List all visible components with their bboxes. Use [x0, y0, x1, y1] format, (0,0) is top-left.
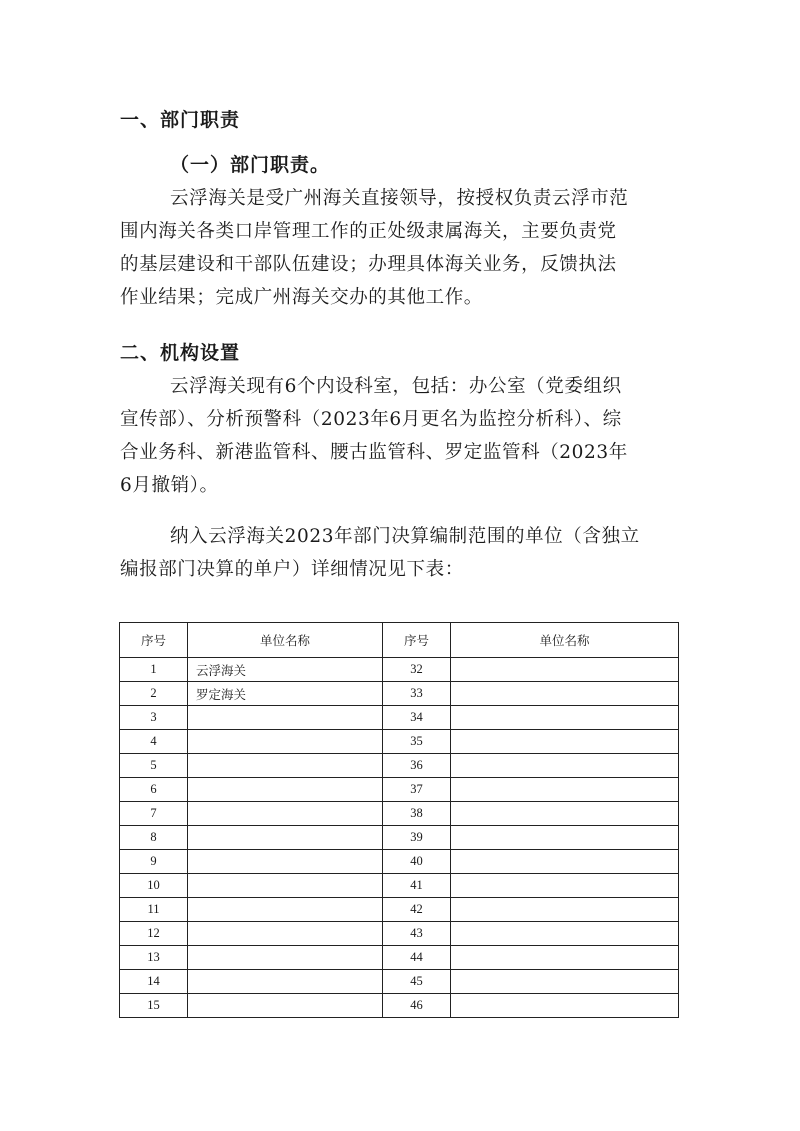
paragraph-line: 纳入云浮海关2023年部门决算编制范围的单位（含独立	[170, 526, 640, 547]
paragraph-line: 宣传部）、分析预警科（2023年6月更名为监控分析科）、综	[120, 409, 622, 430]
unit-name-cell	[451, 682, 679, 706]
table-row	[120, 730, 679, 754]
seq-cell: 3	[120, 706, 188, 730]
seq-cell: 41	[383, 874, 451, 898]
unit-name-cell: 云浮海关	[188, 658, 383, 682]
seq-cell: 32	[383, 658, 451, 682]
unit-name-cell	[188, 946, 383, 970]
table-header-row	[120, 623, 679, 658]
table-row	[120, 970, 679, 994]
seq-cell: 14	[120, 970, 188, 994]
seq-cell: 13	[120, 946, 188, 970]
seq-cell: 10	[120, 874, 188, 898]
table-row	[120, 850, 679, 874]
section-heading-duties: 一、部门职责	[120, 109, 241, 131]
seq-cell: 7	[120, 802, 188, 826]
paragraph-line: 云浮海关现有6个内设科室，包括：办公室（党委组织	[170, 376, 622, 397]
unit-name-cell	[451, 898, 679, 922]
table-row	[120, 826, 679, 850]
seq-cell: 12	[120, 922, 188, 946]
table-row	[120, 994, 679, 1018]
unit-name-cell	[188, 778, 383, 802]
paragraph-line: 云浮海关是受广州海关直接领导，按授权负责云浮市范	[170, 188, 629, 209]
seq-cell: 5	[120, 754, 188, 778]
duties-paragraph	[120, 182, 680, 314]
seq-cell: 33	[383, 682, 451, 706]
table-row	[120, 754, 679, 778]
seq-cell: 46	[383, 994, 451, 1018]
header-seq-2: 序号	[383, 623, 451, 658]
seq-cell: 44	[383, 946, 451, 970]
table-row	[120, 874, 679, 898]
paragraph-line: 的基层建设和干部队伍建设；办理具体海关业务，反馈执法	[120, 254, 617, 275]
seq-cell: 36	[383, 754, 451, 778]
unit-name-cell	[451, 922, 679, 946]
unit-name-cell	[451, 802, 679, 826]
organization-paragraph	[120, 370, 680, 502]
unit-name-cell	[188, 730, 383, 754]
budget-scope-paragraph	[120, 520, 680, 586]
paragraph-line: 作业结果；完成广州海关交办的其他工作。	[120, 287, 483, 308]
seq-cell: 35	[383, 730, 451, 754]
unit-name-cell	[451, 706, 679, 730]
table-row	[120, 706, 679, 730]
unit-name-cell	[188, 706, 383, 730]
unit-name-cell	[451, 754, 679, 778]
header-unit-name-2: 单位名称	[451, 623, 679, 658]
table-row	[120, 922, 679, 946]
seq-cell: 37	[383, 778, 451, 802]
paragraph-line: 围内海关各类口岸管理工作的正处级隶属海关，主要负责党	[120, 221, 617, 242]
unit-name-cell	[188, 850, 383, 874]
seq-cell: 1	[120, 658, 188, 682]
seq-cell: 9	[120, 850, 188, 874]
unit-name-cell	[188, 754, 383, 778]
seq-cell: 4	[120, 730, 188, 754]
seq-cell: 42	[383, 898, 451, 922]
section-heading-organization: 二、机构设置	[120, 342, 241, 364]
seq-cell: 8	[120, 826, 188, 850]
unit-name-cell	[451, 970, 679, 994]
subsection-heading-duties: （一）部门职责。	[170, 154, 331, 176]
header-unit-name-1: 单位名称	[188, 623, 383, 658]
unit-name-cell	[451, 994, 679, 1018]
unit-name-cell	[188, 970, 383, 994]
unit-name-cell: 罗定海关	[188, 682, 383, 706]
table-row	[120, 658, 679, 682]
unit-name-cell	[451, 730, 679, 754]
unit-name-cell	[451, 658, 679, 682]
header-seq-1: 序号	[120, 623, 188, 658]
seq-cell: 34	[383, 706, 451, 730]
units-table	[119, 622, 679, 1018]
unit-name-cell	[451, 826, 679, 850]
seq-cell: 39	[383, 826, 451, 850]
unit-name-cell	[188, 874, 383, 898]
table-row	[120, 778, 679, 802]
paragraph-line: 合业务科、新港监管科、腰古监管科、罗定监管科（2023年	[120, 442, 628, 463]
unit-name-cell	[451, 778, 679, 802]
unit-name-cell	[188, 898, 383, 922]
unit-name-cell	[451, 850, 679, 874]
table-row	[120, 946, 679, 970]
table-row	[120, 802, 679, 826]
unit-name-cell	[188, 826, 383, 850]
table-row	[120, 898, 679, 922]
unit-name-cell	[451, 874, 679, 898]
unit-name-cell	[188, 922, 383, 946]
seq-cell: 45	[383, 970, 451, 994]
seq-cell: 38	[383, 802, 451, 826]
unit-name-cell	[188, 994, 383, 1018]
seq-cell: 40	[383, 850, 451, 874]
seq-cell: 6	[120, 778, 188, 802]
seq-cell: 2	[120, 682, 188, 706]
unit-name-cell	[188, 802, 383, 826]
paragraph-line: 编报部门决算的单户）详细情况见下表：	[120, 559, 464, 580]
seq-cell: 15	[120, 994, 188, 1018]
table-row	[120, 682, 679, 706]
paragraph-line: 6月撤销）。	[120, 475, 219, 496]
seq-cell: 11	[120, 898, 188, 922]
seq-cell: 43	[383, 922, 451, 946]
unit-name-cell	[451, 946, 679, 970]
